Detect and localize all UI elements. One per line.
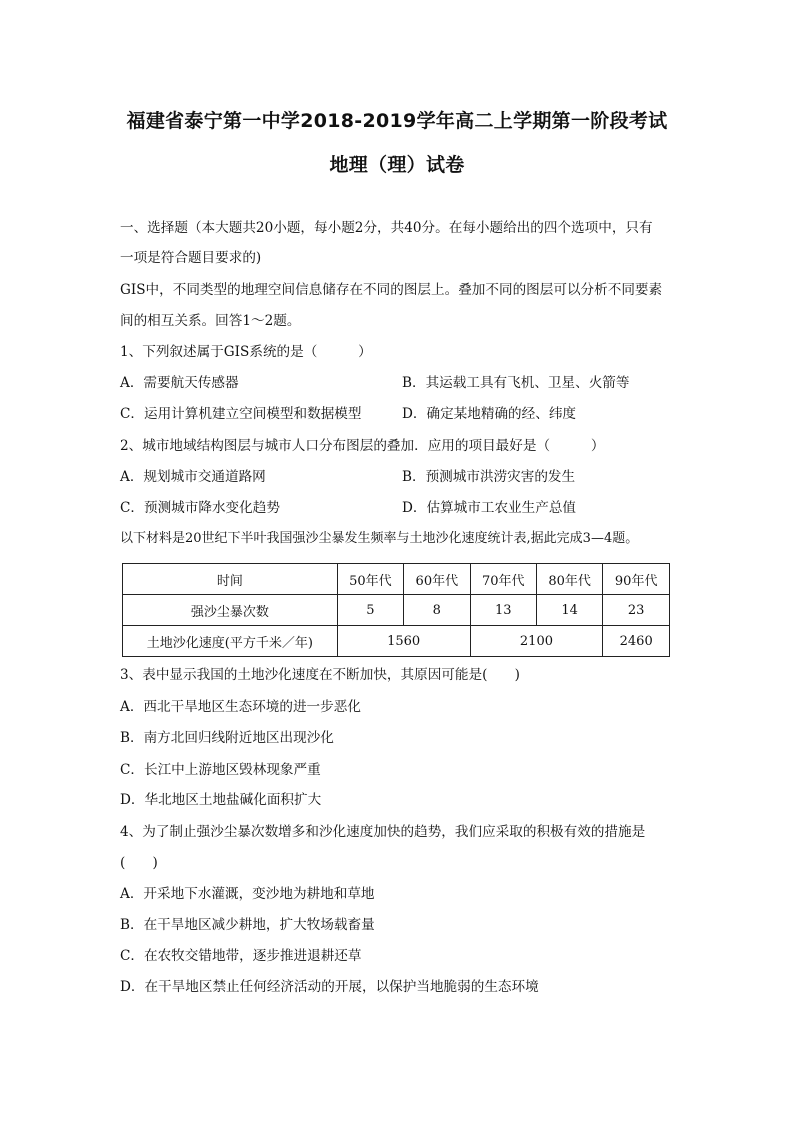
intro2-text: 以下材料是20世纪下半叶我国强沙尘暴发生频率与土地沙化速度统计表,据此完成3—4题。 (120, 531, 639, 546)
table-cell: 2460 (603, 626, 670, 657)
q2-option-d: D．估算城市工农业生产总值 (402, 500, 577, 516)
intro1-line2: 间的相互关系。回答1～2题。 (120, 313, 301, 329)
q1-option-a: A．需要航天传感器 (120, 375, 239, 391)
q3-option-d: D．华北地区土地盐碱化面积扩大 (120, 792, 322, 808)
table-row (123, 595, 670, 626)
table-cell: 13 (470, 595, 536, 626)
q4-option-c: C．在农牧交错地带，逐步推进退耕还草 (120, 948, 362, 964)
q4-stem-line1: 4、为了制止强沙尘暴次数增多和沙化速度加快的趋势，我们应采取的积极有效的措施是 (120, 824, 646, 840)
table-cell: 强沙尘暴次数 (123, 595, 338, 626)
q4-stem-line2: ( ) (120, 855, 158, 871)
table-cell: 14 (536, 595, 602, 626)
q2-option-a: A．规划城市交通道路网 (120, 469, 266, 485)
table-cell: 8 (404, 595, 470, 626)
table-cell: 23 (603, 595, 670, 626)
q3-option-a: A．西北干旱地区生态环境的进一步恶化 (120, 699, 361, 715)
exam-title-line1: 福建省泰宁第一中学2018-2019学年高二上学期第一阶段考试 (126, 110, 668, 132)
intro1-line1: GIS中，不同类型的地理空间信息储存在不同的图层上。叠加不同的图层可以分析不同要素 (120, 282, 663, 298)
table-row (123, 564, 670, 595)
table-cell: 90年代 (603, 564, 670, 595)
table-cell: 土地沙化速度(平方千米／年) (123, 626, 338, 657)
table-row (123, 626, 670, 657)
table-cell: 50年代 (337, 564, 403, 595)
q4-option-a: A．开采地下水灌溉，变沙地为耕地和草地 (120, 886, 375, 902)
q2-option-b: B．预测城市洪涝灾害的发生 (402, 469, 576, 485)
q4-option-b: B．在干旱地区减少耕地，扩大牧场载畜量 (120, 917, 375, 933)
table-cell: 2100 (470, 626, 603, 657)
q2-stem: 2、城市地域结构图层与城市人口分布图层的叠加．应用的项目最好是（ ） (120, 438, 605, 454)
section-heading-line1: 一、选择题（本大题共20小题，每小题2分，共40分。在每小题给出的四个选项中，只有 (120, 220, 653, 236)
exam-title-line2: 地理（理）试卷 (329, 154, 465, 176)
sandstorm-stats-table (122, 563, 670, 657)
table-cell: 70年代 (470, 564, 536, 595)
q4-option-d: D．在干旱地区禁止任何经济活动的开展，以保护当地脆弱的生态环境 (120, 979, 539, 995)
q1-option-c: C．运用计算机建立空间模型和数据模型 (120, 406, 362, 422)
table-cell: 时间 (123, 564, 338, 595)
q3-option-c: C．长江中上游地区毁林现象严重 (120, 762, 321, 778)
table-cell: 5 (337, 595, 403, 626)
table-cell: 1560 (337, 626, 470, 657)
q3-option-b: B．南方北回归线附近地区出现沙化 (120, 730, 334, 746)
q3-stem: 3、表中显示我国的土地沙化速度在不断加快，其原因可能是( ) (120, 667, 520, 683)
table-cell: 80年代 (536, 564, 602, 595)
q2-option-c: C．预测城市降水变化趋势 (120, 500, 280, 516)
q1-option-b: B．其运载工具有飞机、卫星、火箭等 (402, 375, 630, 391)
table-cell: 60年代 (404, 564, 470, 595)
section-heading-line2: 一项是符合题目要求的) (120, 250, 262, 266)
q1-stem: 1、下列叙述属于GIS系统的是（ ） (120, 344, 372, 360)
q1-option-d: D．确定某地精确的经、纬度 (402, 406, 577, 422)
